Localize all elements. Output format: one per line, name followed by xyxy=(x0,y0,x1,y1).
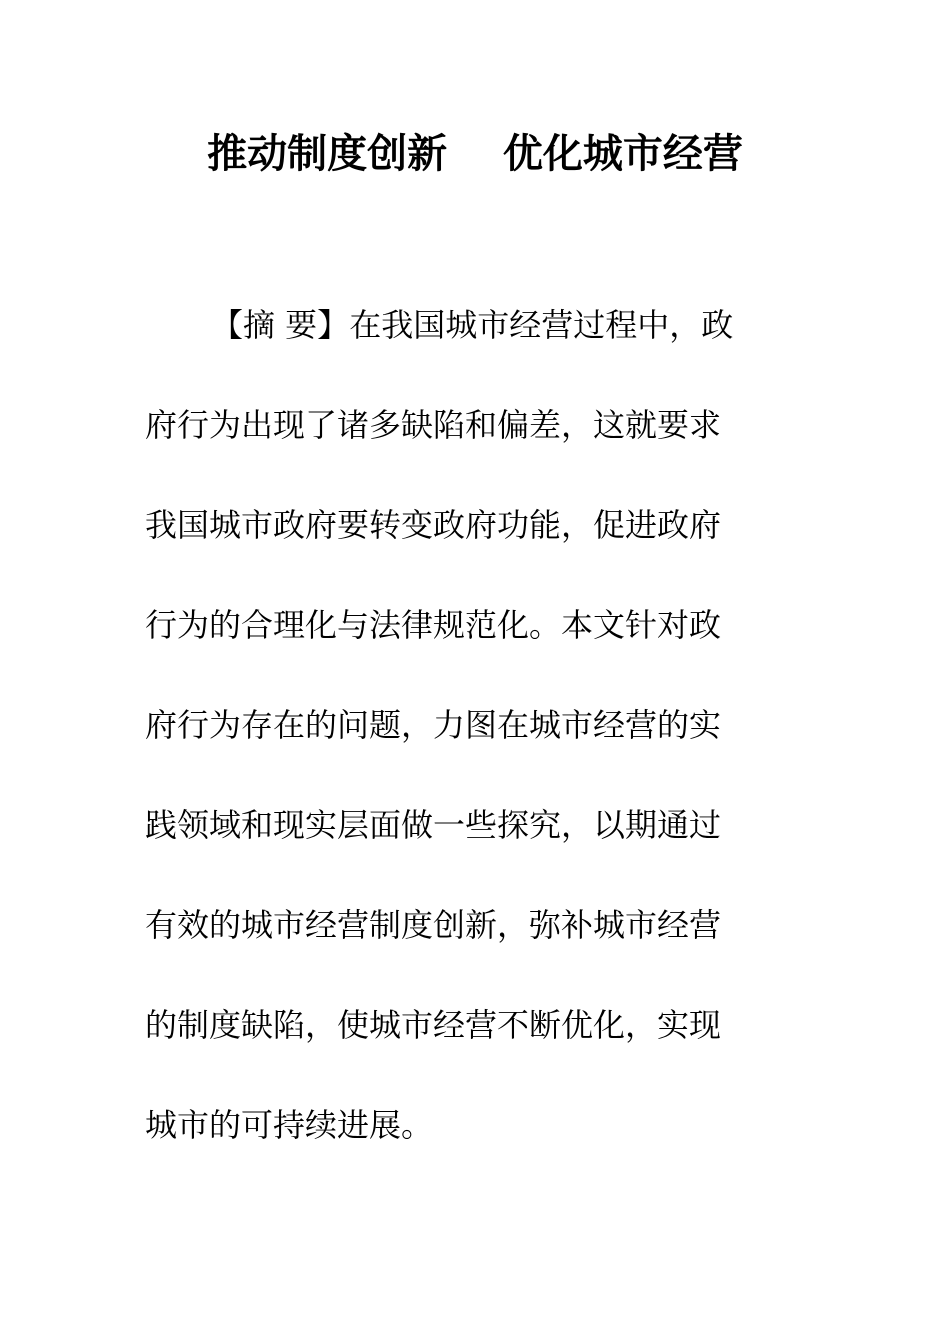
abstract-line-4: 行为的合理化与法律规范化。本文针对政 xyxy=(145,606,722,644)
abstract-line-3: 我国城市政府要转变政府功能，促进政府 xyxy=(145,506,722,544)
abstract-line-2: 府行为出现了诸多缺陷和偏差，这就要求 xyxy=(145,406,722,444)
abstract-label: 【摘 要】 xyxy=(211,306,350,344)
abstract-section xyxy=(145,300,805,1200)
abstract-line-1 xyxy=(145,300,805,350)
abstract-line-7: 有效的城市经营制度创新，弥补城市经营 xyxy=(145,906,722,944)
abstract-line-5: 府行为存在的问题，力图在城市经营的实 xyxy=(145,706,722,744)
abstract-line-8: 的制度缺陷，使城市经营不断优化，实现 xyxy=(145,1006,722,1044)
abstract-text-1: 在我国城市经营过程中，政 xyxy=(349,306,734,344)
abstract-line-9: 城市的可持续进展。 xyxy=(145,1106,434,1144)
document-title: 推动制度创新 优化城市经营 xyxy=(207,131,743,177)
abstract-line-6: 践领域和现实层面做一些探究，以期通过 xyxy=(145,806,722,844)
